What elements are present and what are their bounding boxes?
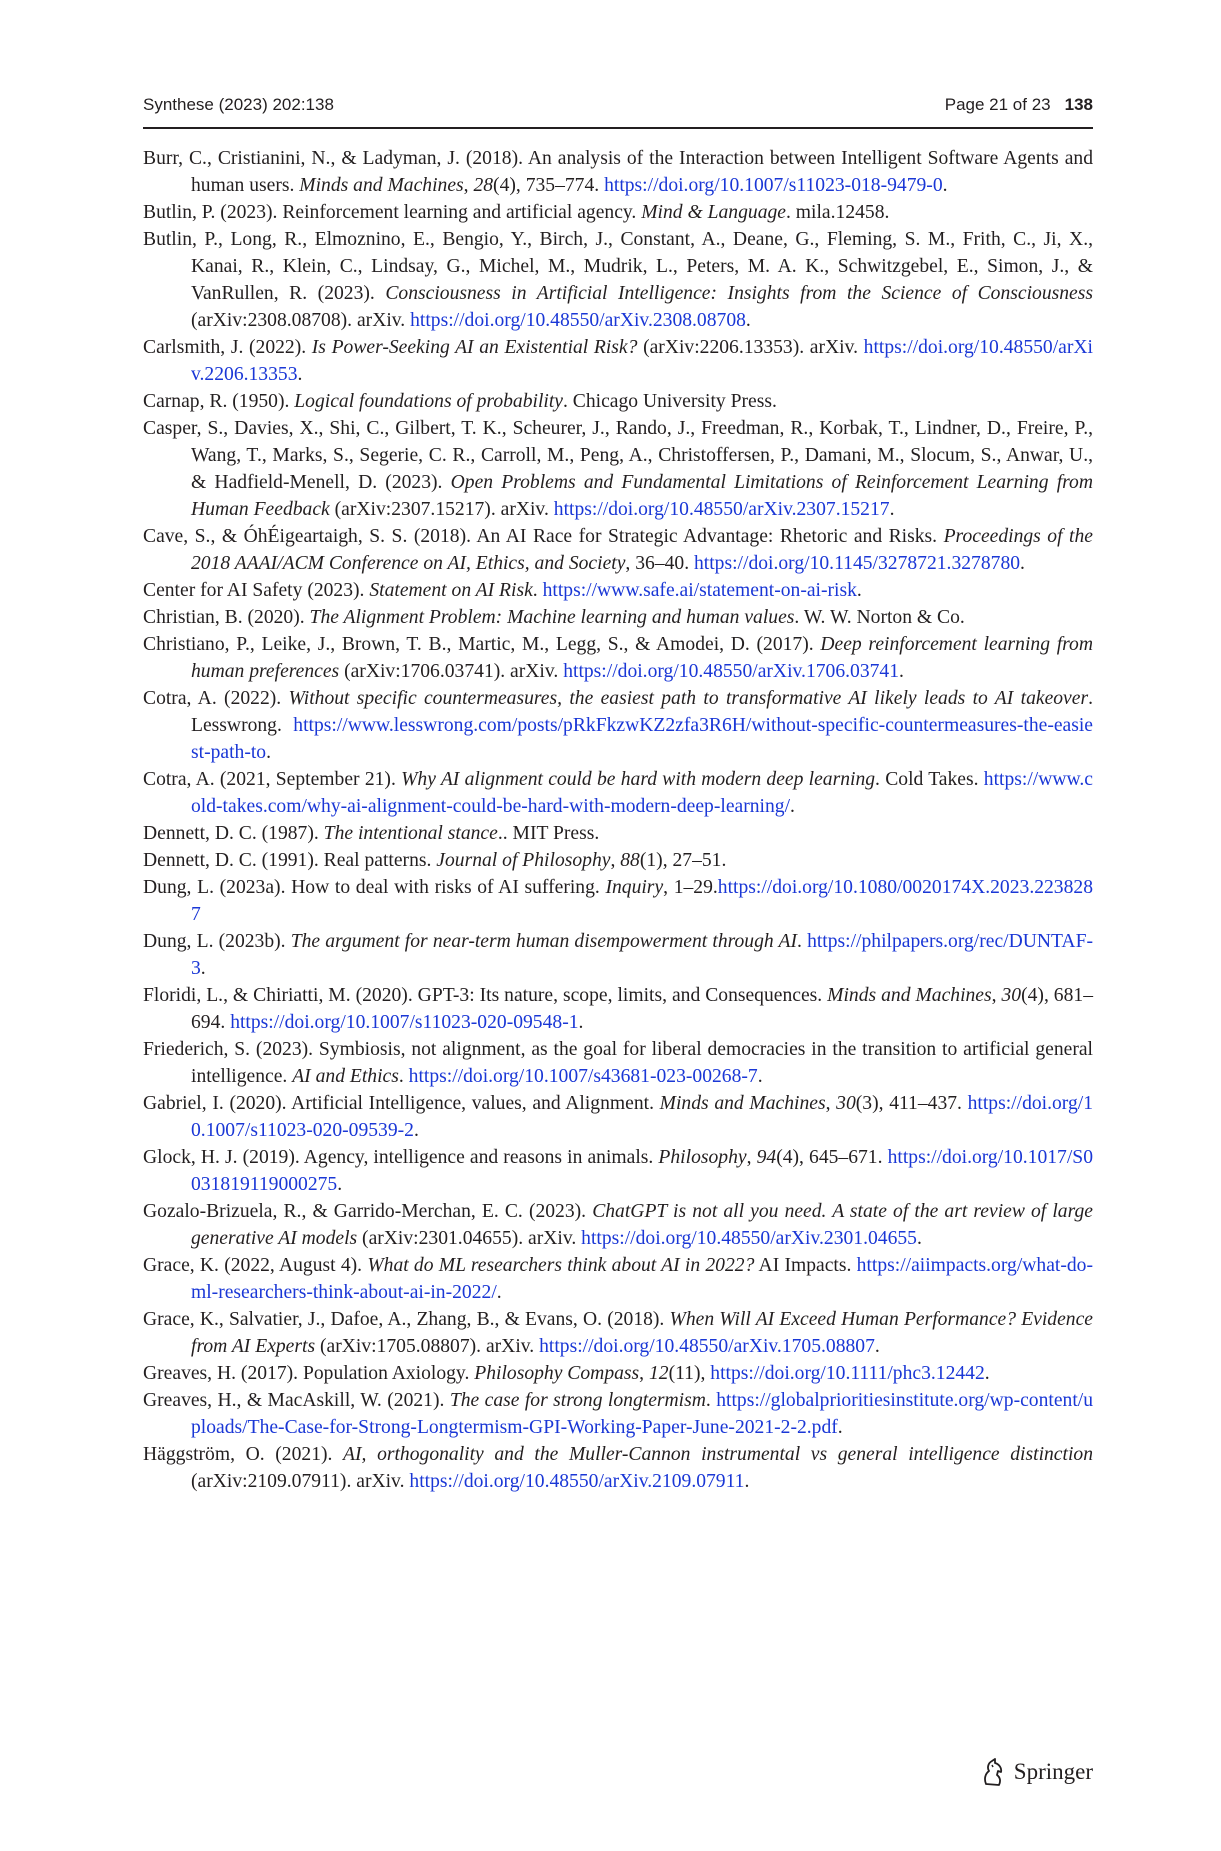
reference-text: Glock, H. J. (2019). Agency, intelligence and reasons in animals. <box>143 1147 659 1168</box>
reference-title: Minds and Machines <box>659 1093 826 1114</box>
reference-link[interactable]: https://doi.org/10.1007/s11023-018-9479-0 <box>604 175 943 196</box>
journal-citation: Synthese (2023) 202:138 <box>143 95 334 114</box>
reference-entry <box>143 1441 1093 1495</box>
reference-title: Is Power-Seeking AI an Existential Risk? <box>311 337 638 358</box>
reference-text: Carlsmith, J. (2022). <box>143 337 312 358</box>
reference-entry <box>143 226 1093 334</box>
header-rule <box>143 127 1093 129</box>
reference-title: Proceedings of the 2018 AAAI/ACM Conference on AI, Ethics, and Society <box>191 526 1093 574</box>
reference-text: Cave, S., & ÓhÉigeartaigh, S. S. (2018). An AI Race for Strategic Advantage: Rhetoric and Risks. <box>143 526 944 547</box>
reference-text: (arXiv:2109.07911). arXiv. <box>191 1471 410 1492</box>
reference-text: . <box>984 1363 990 1384</box>
reference-text: (arXiv:1705.08807). arXiv. <box>315 1336 540 1357</box>
reference-text: . Cold Takes. <box>875 769 984 790</box>
reference-title: Philosophy <box>658 1147 747 1168</box>
reference-text: . <box>916 1228 922 1249</box>
reference-text: . <box>532 580 543 601</box>
reference-title: The intentional stance <box>323 823 498 844</box>
reference-text: Gozalo-Brizuela, R., & Garrido-Merchan, E. C. (2023). <box>143 1201 593 1222</box>
reference-entry <box>143 1036 1093 1090</box>
reference-entry <box>143 1387 1093 1441</box>
reference-entry <box>143 847 1093 874</box>
reference-entry <box>143 820 1093 847</box>
reference-entry <box>143 1306 1093 1360</box>
reference-text: . W. W. Norton & Co. <box>794 607 965 628</box>
reference-title: Open Problems and Fundamental Limitations of Reinforcement Learning from Human Feedback <box>191 472 1093 520</box>
reference-text: (arXiv:1706.03741). arXiv. <box>339 661 564 682</box>
reference-link[interactable]: https://doi.org/10.48550/arXiv.2109.07911 <box>409 1471 745 1492</box>
reference-volume: 30 <box>836 1093 856 1114</box>
reference-text: . <box>790 796 795 817</box>
reference-text: (arXiv:2301.04655). arXiv. <box>357 1228 582 1249</box>
reference-link[interactable]: https://doi.org/10.48550/arXiv.2301.04655 <box>581 1228 917 1249</box>
reference-list <box>143 145 1093 1495</box>
reference-text: (arXiv:2206.13353). arXiv. <box>637 337 864 358</box>
reference-entry <box>143 1252 1093 1306</box>
reference-text: . <box>837 1417 843 1438</box>
reference-text: AI Impacts. <box>754 1255 857 1276</box>
reference-link[interactable]: https://www.safe.ai/statement-on-ai-risk <box>542 580 857 601</box>
publisher-name: Springer <box>1013 1759 1093 1784</box>
reference-title: Minds and Machines <box>827 985 992 1006</box>
reference-text: . <box>1020 553 1025 574</box>
reference-text: Cotra, A. (2022). <box>143 688 289 709</box>
reference-title: What do ML researchers think about AI in 2022? <box>367 1255 755 1276</box>
reference-text: . <box>899 661 904 682</box>
reference-text: (3), 411–437. <box>855 1093 968 1114</box>
reference-text: Friederich, S. (2023). Symbiosis, not alignment, as the goal for liberal democracies in the transition to artificial general intelligence. <box>143 1039 1093 1087</box>
reference-text: Greaves, H., & MacAskill, W. (2021). <box>143 1390 450 1411</box>
reference-text: , 1–29. <box>663 877 718 898</box>
reference-link[interactable]: https://doi.org/10.48550/arXiv.2206.13353 <box>191 337 1093 385</box>
reference-link[interactable]: https://doi.org/10.1017/S0031819119000275 <box>191 1147 1093 1195</box>
reference-text: . mila.12458. <box>786 202 890 223</box>
reference-entry <box>143 334 1093 388</box>
reference-text: Häggström, O. (2021). <box>143 1444 344 1465</box>
reference-text: , <box>639 1363 649 1384</box>
reference-entry <box>143 1090 1093 1144</box>
reference-title: Philosophy Compass <box>474 1363 640 1384</box>
reference-text: . <box>200 958 206 979</box>
reference-entry <box>143 604 1093 631</box>
reference-text: Butlin, P. (2023). Reinforcement learning and artificial agency. <box>143 202 642 223</box>
reference-volume: 30 <box>1001 985 1022 1006</box>
reference-text: Grace, K., Salvatier, J., Dafoe, A., Zhang, B., & Evans, O. (2018). <box>143 1309 670 1330</box>
reference-text: . Lesswrong. <box>191 688 1093 736</box>
reference-text: Casper, S., Davies, X., Shi, C., Gilbert, T. K., Scheurer, J., Rando, J., Freedman, R., Korbak, T., Lindner, D., Freire, P., Wang, T., Marks, S., Segerie, C. R., Carroll, M., Peng, A., Christoffersen, P., Damani, M., Slocum, S., Anwar, U., & Hadfield-Menell, D. (2023). <box>143 418 1093 493</box>
reference-text: Gabriel, I. (2020). Artificial Intelligence, values, and Alignment. <box>143 1093 660 1114</box>
reference-entry <box>143 1144 1093 1198</box>
reference-entry <box>143 874 1093 928</box>
reference-text: Greaves, H. (2017). Population Axiology. <box>143 1363 475 1384</box>
reference-link[interactable]: https://globalprioritiesinstitute.org/wp-content/uploads/The-Case-for-Strong-Longtermism-GPI-Working-Paper-June-2021-2-2.pdf <box>191 1390 1094 1438</box>
reference-volume: 12 <box>648 1363 669 1384</box>
reference-text: (11), <box>668 1363 711 1384</box>
reference-text: . <box>889 499 895 520</box>
reference-entry <box>143 766 1093 820</box>
reference-text: Christian, B. (2020). <box>143 607 310 628</box>
reference-text: Center for AI Safety (2023). <box>143 580 370 601</box>
reference-link[interactable]: https://doi.org/10.1111/phc3.12442 <box>710 1363 985 1384</box>
reference-link[interactable]: https://doi.org/10.48550/arXiv.2308.08708 <box>410 310 746 331</box>
reference-title: Deep reinforcement learning from human preferences <box>191 634 1093 682</box>
reference-volume: 28 <box>473 175 494 196</box>
reference-text: . <box>413 1120 419 1141</box>
reference-title: The case for strong longtermism <box>449 1390 706 1411</box>
reference-entry <box>143 631 1093 685</box>
reference-entry <box>143 388 1093 415</box>
reference-text: (1), 27–51. <box>639 850 727 871</box>
reference-text: . <box>337 1174 343 1195</box>
reference-text: Dennett, D. C. (1987). <box>143 823 324 844</box>
reference-text: Burr, C., Cristianini, N., & Ladyman, J. (2018). An analysis of the Interaction between Intelligent Software Agents and human users. <box>143 148 1093 196</box>
reference-title: The argument for near-term human disempowerment through AI <box>290 931 797 952</box>
reference-link[interactable]: https://philpapers.org/rec/DUNTAF-3 <box>191 931 1094 979</box>
reference-entry <box>143 199 1093 226</box>
reference-text: Grace, K. (2022, August 4). <box>143 1255 368 1276</box>
reference-title: Without specific countermeasures, the easiest path to transformative AI likely leads to AI takeover <box>288 688 1089 709</box>
reference-volume: 88 <box>620 850 640 871</box>
reference-text: . <box>705 1390 717 1411</box>
reference-entry <box>143 523 1093 577</box>
reference-text: (arXiv:2307.15217). arXiv. <box>329 499 554 520</box>
reference-text: (arXiv:2308.08708). arXiv. <box>191 310 411 331</box>
publisher-footer <box>980 1757 1093 1787</box>
reference-title: Logical foundations of probability <box>294 391 563 412</box>
reference-text: , <box>825 1093 837 1114</box>
reference-link[interactable]: https://doi.org/10.1080/0020174X.2023.2238287 <box>191 877 1093 925</box>
reference-title: Consciousness in Artificial Intelligence: Insights from the Science of Consciousness <box>385 283 1093 304</box>
article-page-number: 138 <box>1064 95 1093 114</box>
reference-entry <box>143 577 1093 604</box>
reference-entry <box>143 145 1093 199</box>
reference-link[interactable]: https://doi.org/10.48550/arXiv.1706.03741 <box>563 661 900 682</box>
reference-link[interactable]: https://www.cold-takes.com/why-ai-alignment-could-be-hard-with-modern-deep-learning/ <box>191 769 1093 817</box>
reference-title: AI and Ethics <box>292 1066 399 1087</box>
reference-entry <box>143 982 1093 1036</box>
reference-text: . <box>398 1066 409 1087</box>
reference-link[interactable]: https://doi.org/10.1007/s43681-023-00268-7 <box>408 1066 758 1087</box>
reference-text: , <box>991 985 1002 1006</box>
reference-link[interactable]: https://aiimpacts.org/what-do-ml-researchers-think-about-ai-in-2022/ <box>191 1255 1093 1303</box>
reference-entry <box>143 415 1093 523</box>
reference-text: (4), 681–694. <box>191 985 1093 1033</box>
page-label: Page 21 of 23 <box>944 95 1051 114</box>
reference-text: Dennett, D. C. (1991). Real patterns. <box>143 850 437 871</box>
reference-text: (4), 735–774. <box>493 175 605 196</box>
reference-volume: 94 <box>756 1147 777 1168</box>
reference-link[interactable]: https://doi.org/10.48550/arXiv.2307.15217 <box>553 499 890 520</box>
reference-text: . <box>757 1066 763 1087</box>
reference-entry <box>143 928 1093 982</box>
reference-text: Cotra, A. (2021, September 21). <box>143 769 402 790</box>
reference-text: . <box>745 310 751 331</box>
reference-title: AI, orthogonality and the Muller-Cannon instrumental vs general intelligence distinction <box>343 1444 1093 1465</box>
reference-title: Mind & Language <box>641 202 786 223</box>
reference-title: Inquiry <box>605 877 664 898</box>
page-info <box>945 95 1093 115</box>
reference-title: Journal of Philosophy <box>436 850 611 871</box>
reference-text: . Chicago University Press. <box>562 391 777 412</box>
reference-text: Carnap, R. (1950). <box>143 391 295 412</box>
reference-text: . <box>942 175 948 196</box>
reference-text: Dung, L. (2023a). How to deal with risks of AI suffering. <box>143 877 606 898</box>
reference-entry <box>143 685 1093 766</box>
reference-title: Minds and Machines <box>299 175 464 196</box>
reference-title: ChatGPT is not all you need. A state of the art review of large generative AI models <box>191 1201 1093 1249</box>
reference-entry <box>143 1360 1093 1387</box>
reference-text: . <box>744 1471 750 1492</box>
reference-title: When Will AI Exceed Human Performance? Evidence from AI Experts <box>191 1309 1093 1357</box>
springer-horse-icon <box>980 1757 1006 1787</box>
reference-text: , 36–40. <box>625 553 694 574</box>
running-header <box>143 92 1093 122</box>
reference-text: . <box>874 1336 880 1357</box>
reference-text: . <box>578 1012 584 1033</box>
reference-text: . <box>297 364 303 385</box>
reference-text: Dung, L. (2023b). <box>143 931 291 952</box>
reference-text: Christiano, P., Leike, J., Brown, T. B., Martic, M., Legg, S., & Amodei, D. (2017). <box>143 634 821 655</box>
reference-text: . <box>797 931 808 952</box>
reference-link[interactable]: https://doi.org/10.1007/s11023-020-09548-1 <box>230 1012 579 1033</box>
reference-text: , <box>610 850 621 871</box>
reference-title: Statement on AI Risk <box>369 580 533 601</box>
reference-title: The Alignment Problem: Machine learning and human values <box>309 607 795 628</box>
reference-text: . <box>856 580 862 601</box>
reference-title: Why AI alignment could be hard with modern deep learning <box>401 769 876 790</box>
reference-text: Butlin, P., Long, R., Elmoznino, E., Bengio, Y., Birch, J., Constant, A., Deane, G., Fleming, S. M., Frith, C., Ji, X., Kanai, R., Klein, C., Lindsay, G., Michel, M., Mudrik, L., Peters, M. A. K., Schwitzgebel, E., Simon, J., & VanRullen, R. (2023). <box>143 229 1093 304</box>
reference-link[interactable]: https://doi.org/10.48550/arXiv.1705.08807 <box>539 1336 875 1357</box>
reference-text: . <box>266 742 271 763</box>
reference-text: Floridi, L., & Chiriatti, M. (2020). GPT-3: Its nature, scope, limits, and Consequences. <box>143 985 828 1006</box>
reference-text: (4), 645–671. <box>776 1147 888 1168</box>
reference-link[interactable]: https://www.lesswrong.com/posts/pRkFkzwKZ2zfa3R6H/without-specific-countermeasures-the-easiest-path-to <box>191 715 1093 763</box>
reference-text: , <box>463 175 474 196</box>
reference-link[interactable]: https://doi.org/10.1007/s11023-020-09539-2 <box>191 1093 1094 1141</box>
reference-text: . <box>496 1282 502 1303</box>
reference-link[interactable]: https://doi.org/10.1145/3278721.3278780 <box>694 553 1021 574</box>
reference-text: .. MIT Press. <box>497 823 600 844</box>
reference-entry <box>143 1198 1093 1252</box>
reference-text: , <box>746 1147 757 1168</box>
